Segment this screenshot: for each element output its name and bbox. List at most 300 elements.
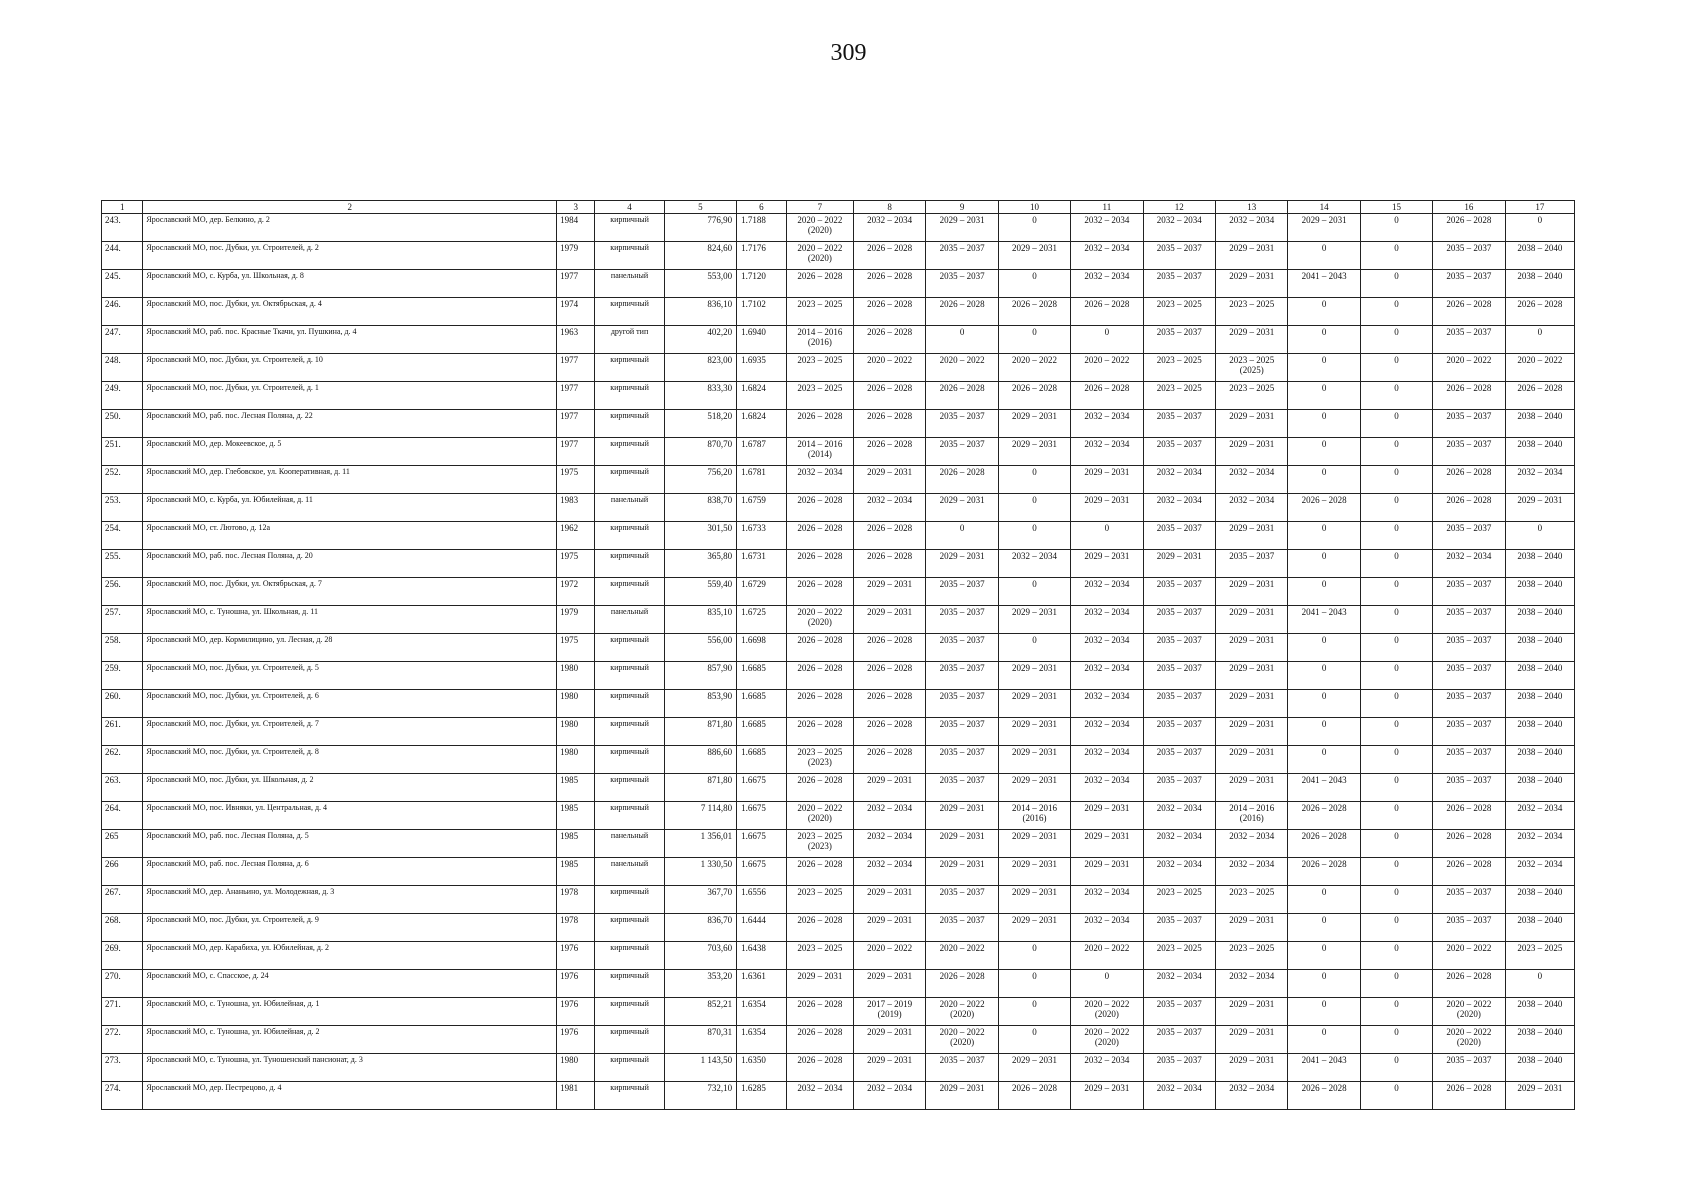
table-cell: 2038 – 2040	[1505, 662, 1574, 690]
table-cell: 2035 – 2037	[1143, 578, 1215, 606]
table-cell: 2035 – 2037	[1433, 242, 1505, 270]
table-cell: кирпичный	[595, 690, 664, 718]
table-cell: 261.	[102, 718, 143, 746]
table-cell: 2035 – 2037	[1143, 1054, 1215, 1082]
table-cell: 0	[1360, 886, 1432, 914]
table-cell: 2035 – 2037	[1433, 1054, 1505, 1082]
table-cell: 2041 – 2043	[1288, 270, 1360, 298]
table-cell: 0	[1360, 998, 1432, 1026]
table-cell: 2026 – 2028	[926, 382, 998, 410]
table-cell: 2029 – 2031	[853, 466, 925, 494]
table-cell: 0	[1288, 746, 1360, 774]
table-cell: Ярославский МО, пос. Дубки, ул. Строителей, д. 10	[143, 354, 557, 382]
table-cell: 2020 – 2022	[853, 354, 925, 382]
table-cell: 0	[1360, 662, 1432, 690]
table-cell: 1963	[557, 326, 595, 354]
table-cell: 2041 – 2043	[1288, 774, 1360, 802]
table-cell: 2026 – 2028	[998, 298, 1070, 326]
table-cell: 871,80	[664, 718, 736, 746]
table-cell: Ярославский МО, пос. Дубки, ул. Октябрьская, д. 4	[143, 298, 557, 326]
table-cell: 2035 – 2037	[1433, 718, 1505, 746]
table-row	[102, 746, 1575, 774]
table-cell: 2026 – 2028	[853, 550, 925, 578]
table-cell: 2029 – 2031	[998, 886, 1070, 914]
table-cell: 2020 – 2022 (2020)	[1071, 1026, 1143, 1054]
table-cell: 2026 – 2028	[1505, 382, 1574, 410]
table-cell: 1975	[557, 550, 595, 578]
table-cell: 2038 – 2040	[1505, 606, 1574, 634]
table-cell: 1976	[557, 998, 595, 1026]
table-cell: 1985	[557, 830, 595, 858]
table-cell: 1985	[557, 858, 595, 886]
table-cell: 2029 – 2031	[853, 1026, 925, 1054]
table-cell: 2026 – 2028	[1433, 970, 1505, 998]
table-cell: 1 143,50	[664, 1054, 736, 1082]
table-cell: 1.6824	[737, 382, 787, 410]
table-cell: 0	[1505, 326, 1574, 354]
table-cell: 2029 – 2031	[926, 830, 998, 858]
table-cell: 0	[1360, 522, 1432, 550]
table-cell: 0	[1288, 550, 1360, 578]
table-cell: 2026 – 2028	[1288, 494, 1360, 522]
table-cell: 2020 – 2022 (2020)	[1433, 1026, 1505, 1054]
table-cell: Ярославский МО, раб. пос. Лесная Поляна, д. 22	[143, 410, 557, 438]
column-number: 16	[1433, 201, 1505, 214]
table-cell: 1.6556	[737, 886, 787, 914]
table-cell: 2029 – 2031	[1216, 606, 1288, 634]
table-cell: 0	[1288, 998, 1360, 1026]
table-cell: 1977	[557, 270, 595, 298]
table-cell: 2035 – 2037	[1143, 438, 1215, 466]
table-cell: 2026 – 2028	[853, 382, 925, 410]
table-cell: кирпичный	[595, 970, 664, 998]
table-cell: 2035 – 2037	[1143, 242, 1215, 270]
table-cell: 2020 – 2022	[926, 942, 998, 970]
table-cell: 1979	[557, 242, 595, 270]
table-header-row	[102, 201, 1575, 214]
table-cell: 2020 – 2022 (2020)	[786, 802, 853, 830]
table-cell: 1.6685	[737, 718, 787, 746]
table-cell: 2032 – 2034	[853, 858, 925, 886]
table-cell: 2035 – 2037	[1143, 718, 1215, 746]
table-cell: 2029 – 2031	[1505, 1082, 1574, 1110]
table-cell: 0	[1360, 326, 1432, 354]
table-cell: 2035 – 2037	[926, 578, 998, 606]
table-cell: 2032 – 2034	[1143, 1082, 1215, 1110]
table-cell: 1976	[557, 1026, 595, 1054]
table-cell: 2023 – 2025	[786, 942, 853, 970]
table-cell: 1976	[557, 970, 595, 998]
table-cell: 0	[1288, 662, 1360, 690]
table-cell: 2035 – 2037	[926, 774, 998, 802]
table-cell: 2032 – 2034	[998, 550, 1070, 578]
table-cell: 0	[1288, 382, 1360, 410]
table-cell: 2035 – 2037	[1433, 746, 1505, 774]
table-cell: Ярославский МО, раб. пос. Красные Ткачи, ул. Пушкина, д. 4	[143, 326, 557, 354]
table-cell: 2032 – 2034	[1143, 830, 1215, 858]
table-cell: 264.	[102, 802, 143, 830]
table-cell: кирпичный	[595, 1054, 664, 1082]
table-cell: 2032 – 2034	[1071, 718, 1143, 746]
table-cell: 2026 – 2028	[1288, 1082, 1360, 1110]
table-cell: 2029 – 2031	[853, 578, 925, 606]
table-cell: 2026 – 2028	[1071, 382, 1143, 410]
column-number: 3	[557, 201, 595, 214]
table-cell: 2035 – 2037	[1143, 1026, 1215, 1054]
table-cell: 2035 – 2037	[1143, 634, 1215, 662]
table-row	[102, 774, 1575, 802]
table-row	[102, 242, 1575, 270]
table-cell: кирпичный	[595, 466, 664, 494]
table-cell: 2035 – 2037	[1143, 914, 1215, 942]
table-cell: 2029 – 2031	[998, 662, 1070, 690]
table-cell: 2026 – 2028	[786, 718, 853, 746]
table-cell: 1.6725	[737, 606, 787, 634]
table-cell: 2032 – 2034	[1143, 802, 1215, 830]
table-cell: 254.	[102, 522, 143, 550]
table-cell: 0	[1360, 858, 1432, 886]
table-cell: 0	[1288, 578, 1360, 606]
table-cell: 1.6781	[737, 466, 787, 494]
table-cell: 2029 – 2031	[1216, 914, 1288, 942]
table-cell: 2032 – 2034	[853, 494, 925, 522]
table-cell: 2023 – 2025	[786, 382, 853, 410]
table-cell: панельный	[595, 494, 664, 522]
table-cell: Ярославский МО, дер. Карабиха, ул. Юбилейная, д. 2	[143, 942, 557, 970]
table-cell: Ярославский МО, с. Туношна, ул. Туношенский пансионат, д. 3	[143, 1054, 557, 1082]
table-cell: 2038 – 2040	[1505, 690, 1574, 718]
table-cell: 2029 – 2031	[998, 1054, 1070, 1082]
table-row	[102, 1082, 1575, 1110]
table-cell: 2026 – 2028	[853, 298, 925, 326]
table-cell: 0	[1360, 802, 1432, 830]
table-cell: 2029 – 2031	[926, 494, 998, 522]
table-cell: 2038 – 2040	[1505, 774, 1574, 802]
table-cell: 2035 – 2037	[926, 634, 998, 662]
table-cell: Ярославский МО, с. Курба, ул. Юбилейная, д. 11	[143, 494, 557, 522]
table-cell: 2032 – 2034	[1216, 466, 1288, 494]
table-cell: 2035 – 2037	[1216, 550, 1288, 578]
table-cell: 2035 – 2037	[1433, 410, 1505, 438]
table-cell: 1980	[557, 690, 595, 718]
column-number: 7	[786, 201, 853, 214]
column-number: 14	[1288, 201, 1360, 214]
table-cell: 2035 – 2037	[1143, 998, 1215, 1026]
table-row	[102, 466, 1575, 494]
table-cell: 2026 – 2028	[786, 858, 853, 886]
table-cell: 2026 – 2028	[1433, 494, 1505, 522]
table-cell: 2035 – 2037	[1433, 606, 1505, 634]
table-cell: 0	[998, 970, 1070, 998]
table-cell: 1983	[557, 494, 595, 522]
table-cell: 2020 – 2022	[1071, 354, 1143, 382]
table-cell: 2029 – 2031	[853, 914, 925, 942]
table-cell: 2029 – 2031	[926, 802, 998, 830]
table-cell: Ярославский МО, дер. Кормилицино, ул. Лесная, д. 28	[143, 634, 557, 662]
table-cell: 2032 – 2034	[1505, 830, 1574, 858]
table-cell: 0	[1360, 578, 1432, 606]
table-cell: 2029 – 2031	[1216, 690, 1288, 718]
table-cell: 0	[1360, 1054, 1432, 1082]
table-cell: 2035 – 2037	[1433, 326, 1505, 354]
table-row	[102, 858, 1575, 886]
table-cell: 402,20	[664, 326, 736, 354]
table-cell: 1981	[557, 1082, 595, 1110]
table-cell: 871,80	[664, 774, 736, 802]
table-cell: 2035 – 2037	[926, 886, 998, 914]
table-cell: 0	[998, 494, 1070, 522]
table-cell: 2026 – 2028	[853, 242, 925, 270]
table-cell: 1984	[557, 214, 595, 242]
table-cell: 2026 – 2028	[786, 1026, 853, 1054]
table-cell: 1.6675	[737, 858, 787, 886]
table-cell: 853,90	[664, 690, 736, 718]
table-cell: 2020 – 2022 (2020)	[786, 214, 853, 242]
column-number: 13	[1216, 201, 1288, 214]
table-cell: 367,70	[664, 886, 736, 914]
table-cell: 2026 – 2028	[1433, 830, 1505, 858]
table-cell: Ярославский МО, пос. Дубки, ул. Строителей, д. 6	[143, 690, 557, 718]
table-cell: 838,70	[664, 494, 736, 522]
table-cell: 2035 – 2037	[1433, 914, 1505, 942]
table-cell: 2020 – 2022 (2020)	[1433, 998, 1505, 1026]
table-row	[102, 270, 1575, 298]
table-cell: 559,40	[664, 578, 736, 606]
table-cell: 1.7120	[737, 270, 787, 298]
table-cell: 2035 – 2037	[1433, 774, 1505, 802]
table-cell: 0	[998, 522, 1070, 550]
table-cell: 776,90	[664, 214, 736, 242]
table-cell: Ярославский МО, дер. Глебовское, ул. Кооперативная, д. 11	[143, 466, 557, 494]
table-cell: 2029 – 2031	[1071, 858, 1143, 886]
table-cell: 2038 – 2040	[1505, 242, 1574, 270]
table-cell: 2035 – 2037	[1143, 522, 1215, 550]
table-cell: 1.6685	[737, 746, 787, 774]
table-cell: 2032 – 2034	[1143, 494, 1215, 522]
table-cell: кирпичный	[595, 522, 664, 550]
table-cell: 247.	[102, 326, 143, 354]
table-cell: 2032 – 2034	[1505, 802, 1574, 830]
table-cell: кирпичный	[595, 942, 664, 970]
table-cell: 2035 – 2037	[1143, 662, 1215, 690]
table-row	[102, 634, 1575, 662]
table-cell: 353,20	[664, 970, 736, 998]
table-cell: 1.6675	[737, 802, 787, 830]
table-cell: кирпичный	[595, 382, 664, 410]
table-cell: 2029 – 2031	[926, 1082, 998, 1110]
table-cell: 2023 – 2025 (2025)	[1216, 354, 1288, 382]
table-cell: 2017 – 2019 (2019)	[853, 998, 925, 1026]
table-cell: 0	[1360, 606, 1432, 634]
table-cell: 1980	[557, 1054, 595, 1082]
table-cell: 2032 – 2034	[1216, 1082, 1288, 1110]
table-cell: 2035 – 2037	[926, 1054, 998, 1082]
table-cell: 0	[1288, 690, 1360, 718]
table-cell: 2029 – 2031	[1216, 242, 1288, 270]
table-cell: 2029 – 2031	[998, 410, 1070, 438]
table-cell: кирпичный	[595, 662, 664, 690]
table-cell: 0	[998, 326, 1070, 354]
table-cell: 1.6354	[737, 1026, 787, 1054]
table-row	[102, 494, 1575, 522]
table-cell: 1.6361	[737, 970, 787, 998]
table-cell: 2032 – 2034	[1071, 606, 1143, 634]
table-cell: 2029 – 2031	[998, 690, 1070, 718]
table-cell: 2023 – 2025	[1143, 354, 1215, 382]
table-row	[102, 802, 1575, 830]
table-cell: 2032 – 2034	[1143, 970, 1215, 998]
table-cell: 269.	[102, 942, 143, 970]
table-cell: 2026 – 2028	[926, 298, 998, 326]
table-cell: Ярославский МО, пос. Дубки, ул. Строителей, д. 5	[143, 662, 557, 690]
table-cell: 0	[1071, 522, 1143, 550]
table-cell: 1978	[557, 914, 595, 942]
table-cell: 2026 – 2028	[853, 270, 925, 298]
table-cell: 1.6444	[737, 914, 787, 942]
table-cell: 0	[1288, 942, 1360, 970]
table-cell: 2026 – 2028	[786, 662, 853, 690]
table-cell: 270.	[102, 970, 143, 998]
table-cell: 0	[1360, 718, 1432, 746]
table-cell: 2026 – 2028	[1433, 802, 1505, 830]
table-cell: 2032 – 2034	[1216, 858, 1288, 886]
table-row	[102, 578, 1575, 606]
table-cell: 2026 – 2028	[786, 634, 853, 662]
table-cell: 2029 – 2031	[853, 886, 925, 914]
table-cell: 266	[102, 858, 143, 886]
column-number: 10	[998, 201, 1070, 214]
table-cell: 2020 – 2022	[1505, 354, 1574, 382]
table-cell: 2041 – 2043	[1288, 1054, 1360, 1082]
table-cell: 2026 – 2028	[998, 1082, 1070, 1110]
table-cell: 857,90	[664, 662, 736, 690]
table-cell: 2035 – 2037	[926, 662, 998, 690]
table-cell: 1.6438	[737, 942, 787, 970]
table-cell: 0	[998, 942, 1070, 970]
table-cell: 2035 – 2037	[1143, 326, 1215, 354]
table-cell: 2029 – 2031	[1143, 550, 1215, 578]
table-cell: 2020 – 2022	[853, 942, 925, 970]
table-cell: 0	[1288, 298, 1360, 326]
table-cell: 2029 – 2031	[998, 858, 1070, 886]
table-cell: 2032 – 2034	[1143, 466, 1215, 494]
table-cell: 2029 – 2031	[1216, 746, 1288, 774]
table-cell: 2026 – 2028	[786, 1054, 853, 1082]
table-cell: панельный	[595, 270, 664, 298]
table-cell: кирпичный	[595, 774, 664, 802]
table-cell: 262.	[102, 746, 143, 774]
table-cell: 0	[998, 214, 1070, 242]
table-cell: 2026 – 2028	[786, 774, 853, 802]
table-cell: 271.	[102, 998, 143, 1026]
table-cell: 2026 – 2028	[786, 522, 853, 550]
table-cell: 0	[1360, 970, 1432, 998]
table-cell: 268.	[102, 914, 143, 942]
table-cell: 0	[1360, 830, 1432, 858]
table-cell: 248.	[102, 354, 143, 382]
table-cell: 2029 – 2031	[1071, 466, 1143, 494]
table-cell: 1974	[557, 298, 595, 326]
table-cell: 836,70	[664, 914, 736, 942]
table-cell: 2029 – 2031	[1071, 1082, 1143, 1110]
table-cell: 2032 – 2034	[853, 214, 925, 242]
table-cell: 2026 – 2028	[926, 466, 998, 494]
column-number: 4	[595, 201, 664, 214]
table-cell: 2026 – 2028	[1288, 802, 1360, 830]
table-cell: 2023 – 2025	[786, 354, 853, 382]
table-cell: 2026 – 2028	[786, 410, 853, 438]
table-cell: Ярославский МО, пос. Дубки, ул. Октябрьская, д. 7	[143, 578, 557, 606]
table-cell: 1979	[557, 606, 595, 634]
table-cell: 2032 – 2034	[1071, 774, 1143, 802]
table-cell: 2026 – 2028	[1433, 858, 1505, 886]
table-cell: 2029 – 2031	[1216, 578, 1288, 606]
table-cell: 2032 – 2034	[1071, 438, 1143, 466]
table-row	[102, 998, 1575, 1026]
column-number: 12	[1143, 201, 1215, 214]
table-cell: 2026 – 2028	[786, 690, 853, 718]
table-cell: 7 114,80	[664, 802, 736, 830]
table-cell: 2032 – 2034	[1071, 1054, 1143, 1082]
table-cell: 0	[1360, 1026, 1432, 1054]
table-cell: 0	[1288, 718, 1360, 746]
table-cell: 2038 – 2040	[1505, 438, 1574, 466]
table-row	[102, 914, 1575, 942]
table-cell: 2023 – 2025	[1216, 886, 1288, 914]
table-cell: 2029 – 2031	[1216, 438, 1288, 466]
table-cell: 833,30	[664, 382, 736, 410]
column-number: 11	[1071, 201, 1143, 214]
table-cell: 0	[926, 326, 998, 354]
table-cell: 2035 – 2037	[926, 746, 998, 774]
table-cell: Ярославский МО, дер. Пестрецово, д. 4	[143, 1082, 557, 1110]
table-cell: 2029 – 2031	[998, 774, 1070, 802]
table-cell: 301,50	[664, 522, 736, 550]
table-cell: 2014 – 2016 (2016)	[786, 326, 853, 354]
table-cell: Ярославский МО, с. Туношна, ул. Юбилейная, д. 2	[143, 1026, 557, 1054]
table-cell: кирпичный	[595, 634, 664, 662]
table-cell: 2029 – 2031	[926, 858, 998, 886]
table-cell: 245.	[102, 270, 143, 298]
table-cell: 2023 – 2025	[1505, 942, 1574, 970]
table-cell: 1977	[557, 382, 595, 410]
table-row	[102, 1026, 1575, 1054]
table-cell: 2035 – 2037	[1143, 270, 1215, 298]
table-cell: 0	[1360, 1082, 1432, 1110]
table-cell: 0	[1071, 970, 1143, 998]
table-cell: 2026 – 2028	[998, 382, 1070, 410]
table-row	[102, 382, 1575, 410]
table-cell: 2029 – 2031	[926, 214, 998, 242]
table-cell: 258.	[102, 634, 143, 662]
table-row	[102, 886, 1575, 914]
table-cell: 2014 – 2016 (2016)	[998, 802, 1070, 830]
table-cell: 2041 – 2043	[1288, 606, 1360, 634]
table-cell: 1.6940	[737, 326, 787, 354]
table-cell: 0	[1360, 550, 1432, 578]
table-cell: 2026 – 2028	[786, 998, 853, 1026]
table-cell: 2032 – 2034	[786, 1082, 853, 1110]
table-cell: Ярославский МО, пос. Дубки, ул. Строителей, д. 9	[143, 914, 557, 942]
table-cell: 1980	[557, 718, 595, 746]
table-cell: 1.7176	[737, 242, 787, 270]
table-cell: 2020 – 2022 (2020)	[1071, 998, 1143, 1026]
table-cell: 2014 – 2016 (2016)	[1216, 802, 1288, 830]
table-cell: 2026 – 2028	[1288, 830, 1360, 858]
table-cell: 2032 – 2034	[1071, 634, 1143, 662]
table-cell: 2038 – 2040	[1505, 270, 1574, 298]
table-cell: 2035 – 2037	[926, 606, 998, 634]
